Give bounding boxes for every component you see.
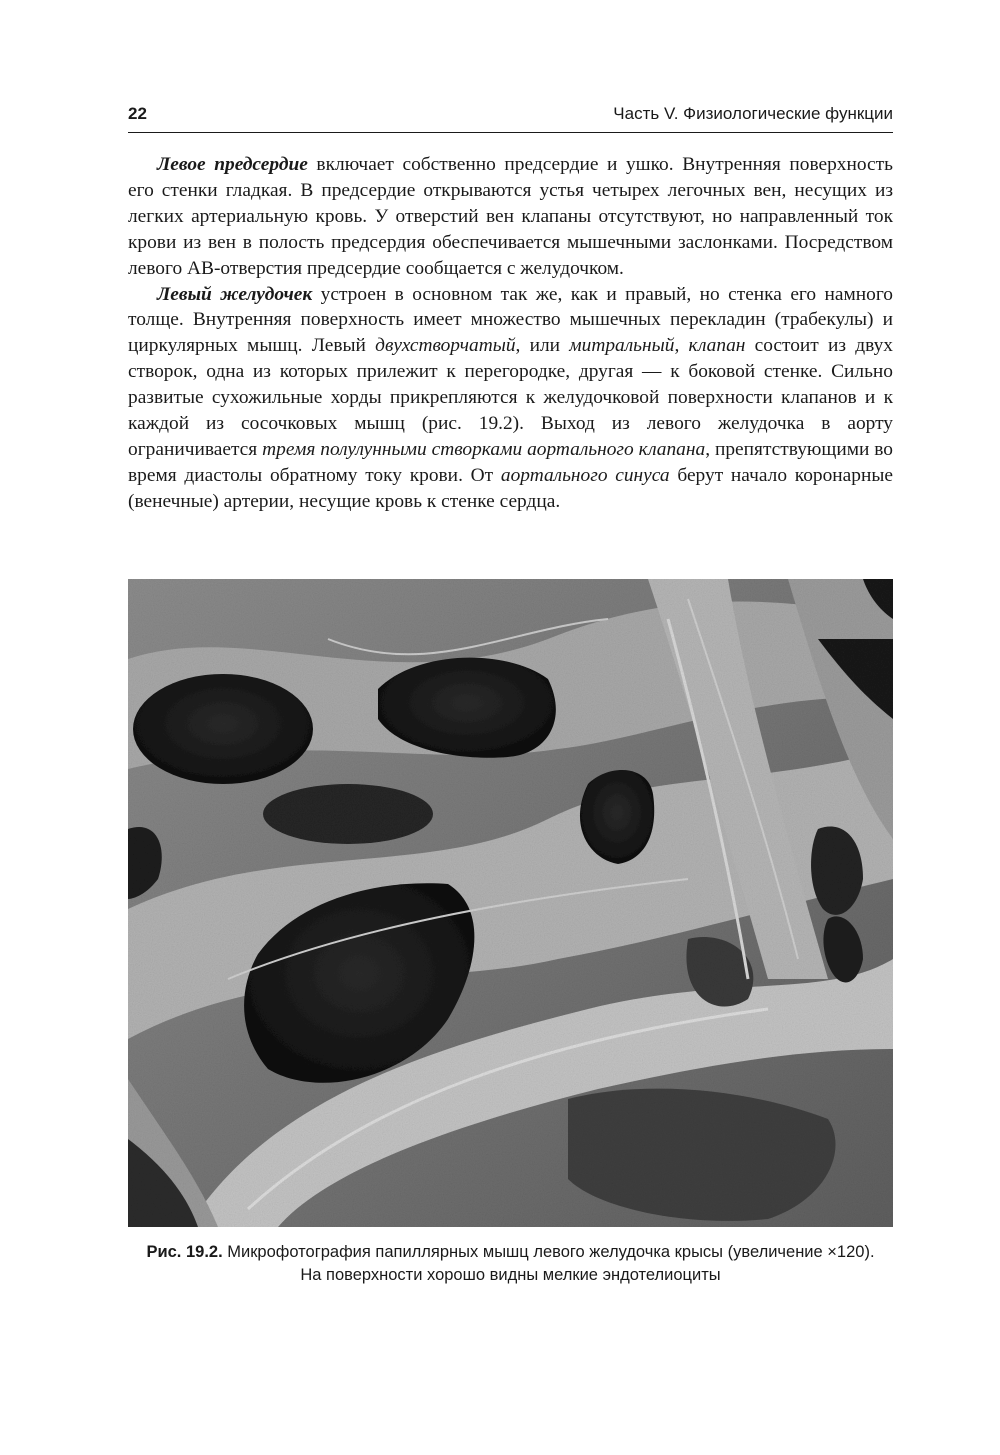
term-left-atrium: Левое предсердие <box>157 154 308 175</box>
paragraph-text: берут начало коронарные (венечные) артерии, несущие кровь к стенке сердца. <box>128 464 893 512</box>
italic-term: клапан <box>688 335 746 357</box>
figure-caption <box>128 1241 893 1287</box>
caption-text: Микрофотография папиллярных мышц левого желудочка крысы (увеличение ×120). <box>222 1243 875 1261</box>
paragraph-text: включает собственно предсердие и ушко. Внутренняя поверхность его стенки гладкая. В предсердие открываются устья четырех легочных вен, несущих из легких артериальную кровь. У отверстий вен клапаны отсутствуют, но направленный ток крови из вен в полость предсердия обеспечивается мышечными заслонками. Посредством левого АВ-отверстия предсердие сообщается с желудочком. <box>128 154 893 279</box>
paragraph-text: состоит из двух створок, одна из которых прилежит к перегородке, другая — к боковой стенке. Сильно развитые сухожильные хорды прикрепляются к желудочковой поверхности клапанов и к каждой из сосочковых мышц (рис. 19.2). Выход из левого желудочка в аорту ограничивается <box>128 335 893 460</box>
body-text <box>128 152 893 515</box>
caption-line-1 <box>128 1241 893 1264</box>
header-rule <box>128 132 893 133</box>
paragraph-text: , препятствующими во время диастолы обратному току крови. От <box>128 438 894 486</box>
paragraph-text: устроен в основном так же, как и правый, но стенка его намного толще. Внутренняя поверхность имеет множество мышечных перекладин (трабекулы) и циркулярных мышц. Левый <box>128 283 893 357</box>
caption-line-2: На поверхности хорошо видны мелкие эндотелиоциты <box>300 1266 721 1284</box>
term-left-ventricle: Левый желудочек <box>157 283 313 305</box>
micrograph-image <box>128 579 893 1227</box>
paragraph-left-ventricle <box>128 282 893 515</box>
italic-term: двухстворчатый <box>375 335 516 357</box>
page-header <box>128 100 893 132</box>
paragraph-text: , <box>674 335 689 357</box>
paragraph-left-atrium <box>128 152 893 282</box>
running-head: Часть V. Физиологические функции <box>613 104 893 123</box>
italic-term: митральный <box>569 335 675 357</box>
figure-label: Рис. 19.2. <box>146 1243 223 1261</box>
italic-term: аортального синуса <box>500 464 670 486</box>
micrograph-figure <box>128 579 893 1227</box>
paragraph-text: , или <box>515 335 570 357</box>
page-number: 22 <box>128 104 147 123</box>
italic-term: тремя полулунными створками аортального клапана <box>262 438 706 460</box>
